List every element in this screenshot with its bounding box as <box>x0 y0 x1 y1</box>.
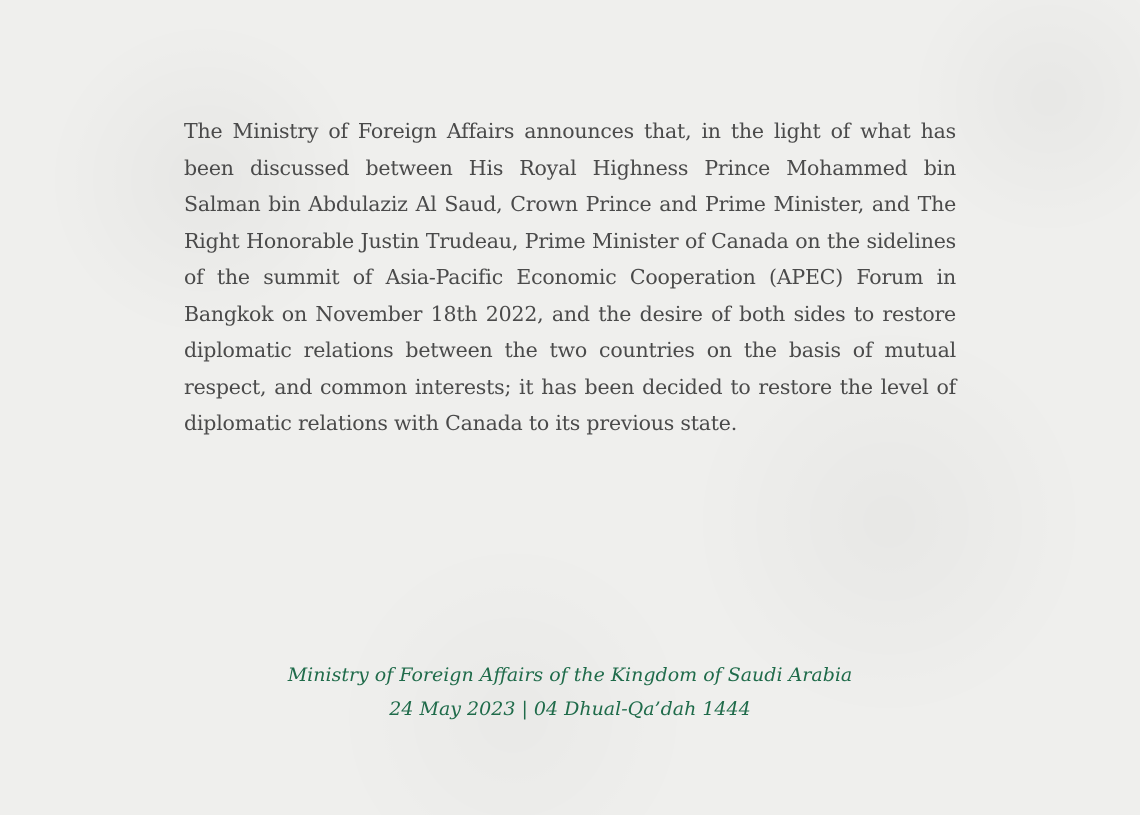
issue-date: 24 May 2023 | 04 Dhual-Qa’dah 1444 <box>389 698 751 720</box>
statement-body: The Ministry of Foreign Affairs announces that, in the light of what has been discussed between His Royal Highness Prince Mohammed bin Salman bin Abdulaziz Al Saud, Crown Prince and Prime Minister, and The Right Honorable Justin Trudeau, Prime Minister of Canada on the sidelines of the summit of Asia-Pacific Economic Cooperation (APEC) Forum in Bangkok on November 18th 2022, and the desire of both sides to restore diplomatic relations between the two countries on the basis of mutual respect, and common interests; it has been decided to restore the level of diplomatic relations with Canada to its previous state. <box>184 119 956 435</box>
issuer-name: Ministry of Foreign Affairs of the Kingdom of Saudi Arabia <box>287 664 853 686</box>
signature-block <box>0 658 1140 726</box>
